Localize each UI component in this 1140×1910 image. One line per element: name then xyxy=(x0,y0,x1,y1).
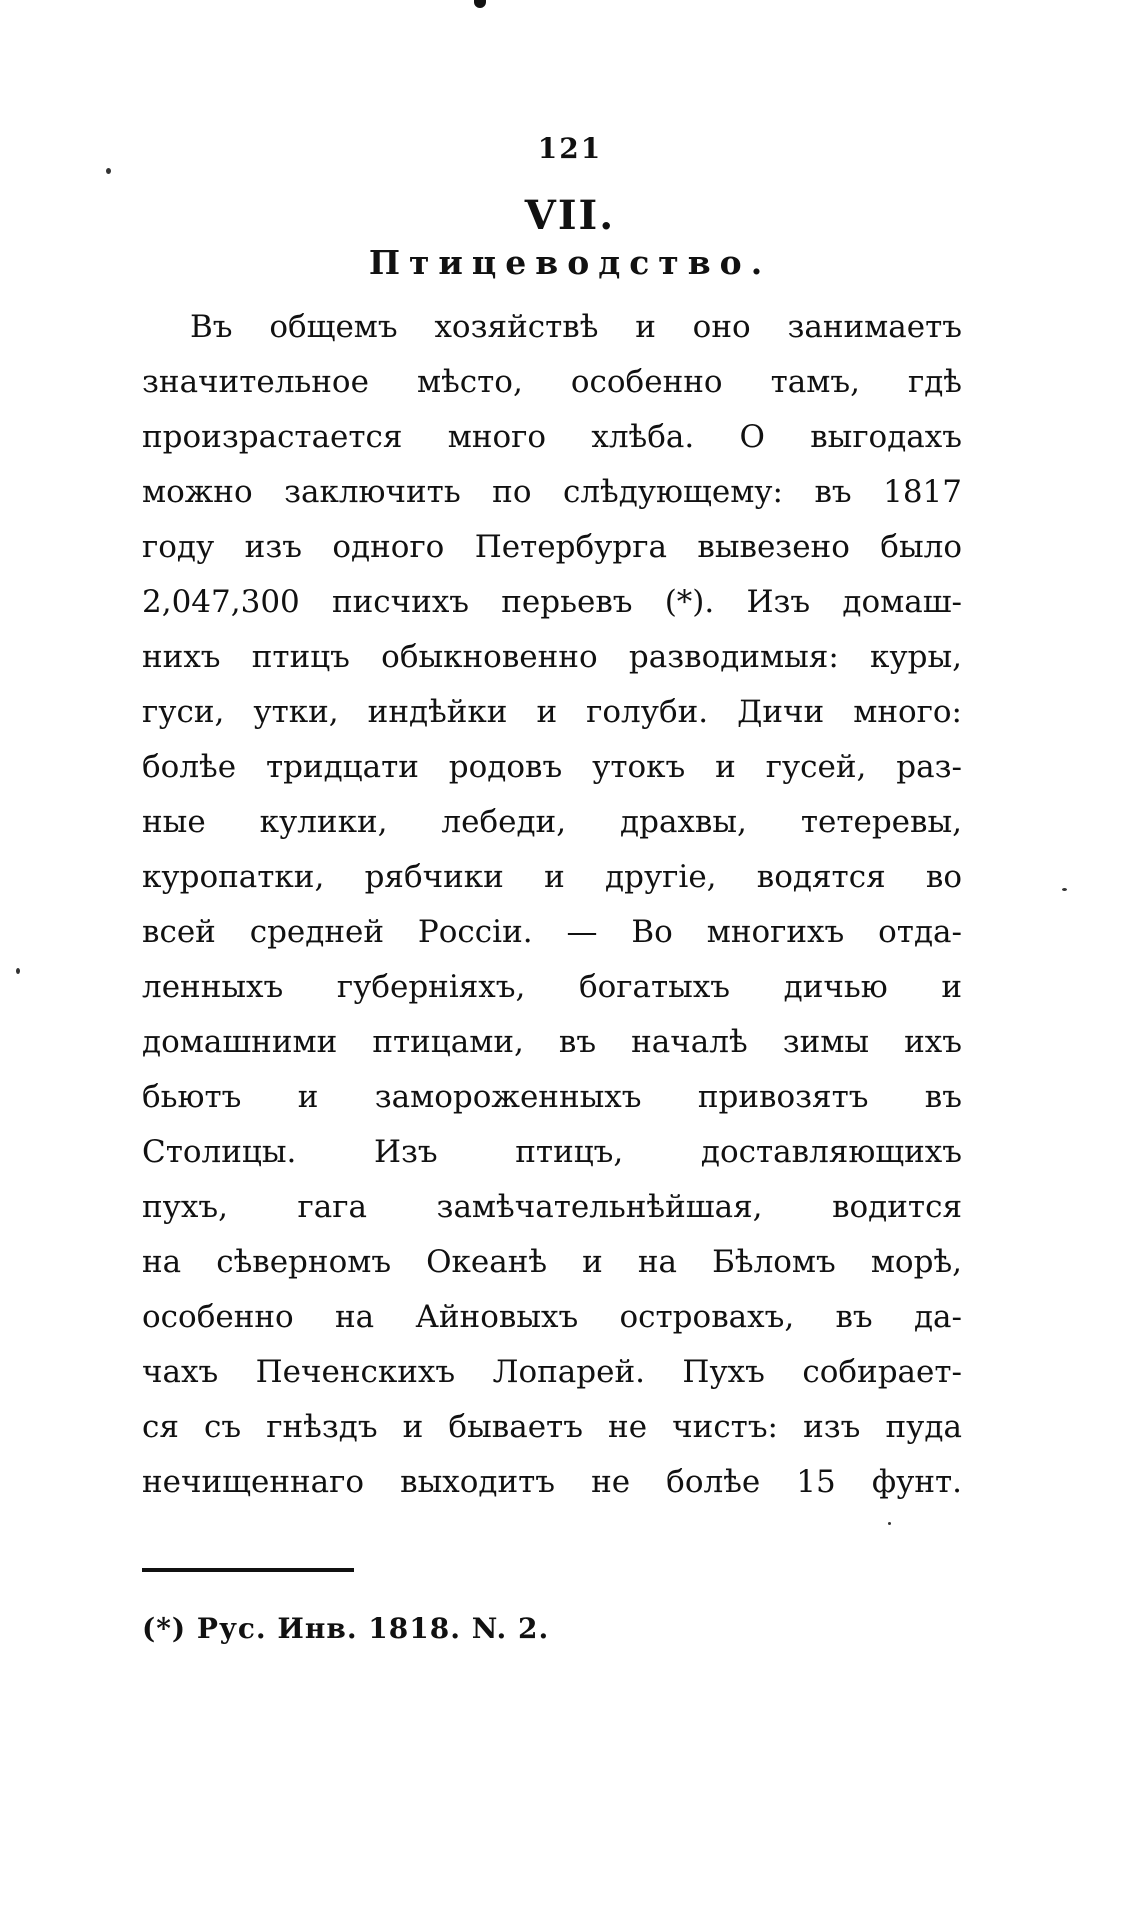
body-line: чахъ Печенскихъ Лопарей. Пухъ собирает- xyxy=(142,1354,962,1390)
body-line: болѣе тридцати родовъ утокъ и гусей, раз- xyxy=(142,749,962,785)
body-line: 2,047,300 писчихъ перьевъ (*). Изъ домаш- xyxy=(142,584,962,620)
body-line: ленныхъ губерніяхъ, богатыхъ дичью и xyxy=(142,969,962,1005)
body-line: нихъ птицъ обыкновенно разводимыя: куры, xyxy=(142,639,962,675)
body-line: куропатки, рябчики и другіе, водятся во xyxy=(142,859,962,895)
body-line: гуси, утки, индѣйки и голуби. Дичи много: xyxy=(142,694,962,730)
footnote: (*) Рус. Инв. 1818. N. 2. xyxy=(142,1612,550,1645)
body-line: можно заключить по слѣдующему: въ 1817 xyxy=(142,474,962,510)
body-line: ные кулики, лебеди, драхвы, тетеревы, xyxy=(142,804,962,840)
ink-speck xyxy=(106,168,111,174)
footnote-rule xyxy=(142,1568,354,1572)
body-line: на сѣверномъ Океанѣ и на Бѣломъ морѣ, xyxy=(142,1244,962,1280)
page-number: 121 xyxy=(537,132,603,165)
chapter-number: VII. xyxy=(524,192,616,239)
top-edge-mark xyxy=(474,0,486,8)
body-line: домашними птицами, въ началѣ зимы ихъ xyxy=(142,1024,962,1060)
ink-speck xyxy=(1062,888,1067,891)
body-line: году изъ одного Петербурга вывезено было xyxy=(142,529,962,565)
body-line: Въ общемъ хозяйствѣ и оно занимаетъ xyxy=(190,309,962,345)
body-line: пухъ, гага замѣчательнѣйшая, водится xyxy=(142,1189,962,1225)
body-line: значительное мѣсто, особенно тамъ, гдѣ xyxy=(142,364,962,400)
body-paragraph xyxy=(142,300,962,1510)
body-line: бьютъ и замороженныхъ привозятъ въ xyxy=(142,1079,962,1115)
body-line: особенно на Айновыхъ островахъ, въ да- xyxy=(142,1299,962,1335)
body-line: ся съ гнѣздъ и бываетъ не чистъ: изъ пуда xyxy=(142,1409,962,1445)
ink-speck xyxy=(888,1522,891,1525)
body-line: произрастается много хлѣба. О выгодахъ xyxy=(142,419,962,455)
ink-speck xyxy=(16,968,20,974)
body-line: всей средней Россіи. — Во многихъ отда- xyxy=(142,914,962,950)
body-line: Столицы. Изъ птицъ, доставляющихъ xyxy=(142,1134,962,1170)
body-line: нечищеннаго выходитъ не болѣе 15 фунт. xyxy=(142,1464,962,1500)
section-title: Птицеводство. xyxy=(368,243,772,282)
